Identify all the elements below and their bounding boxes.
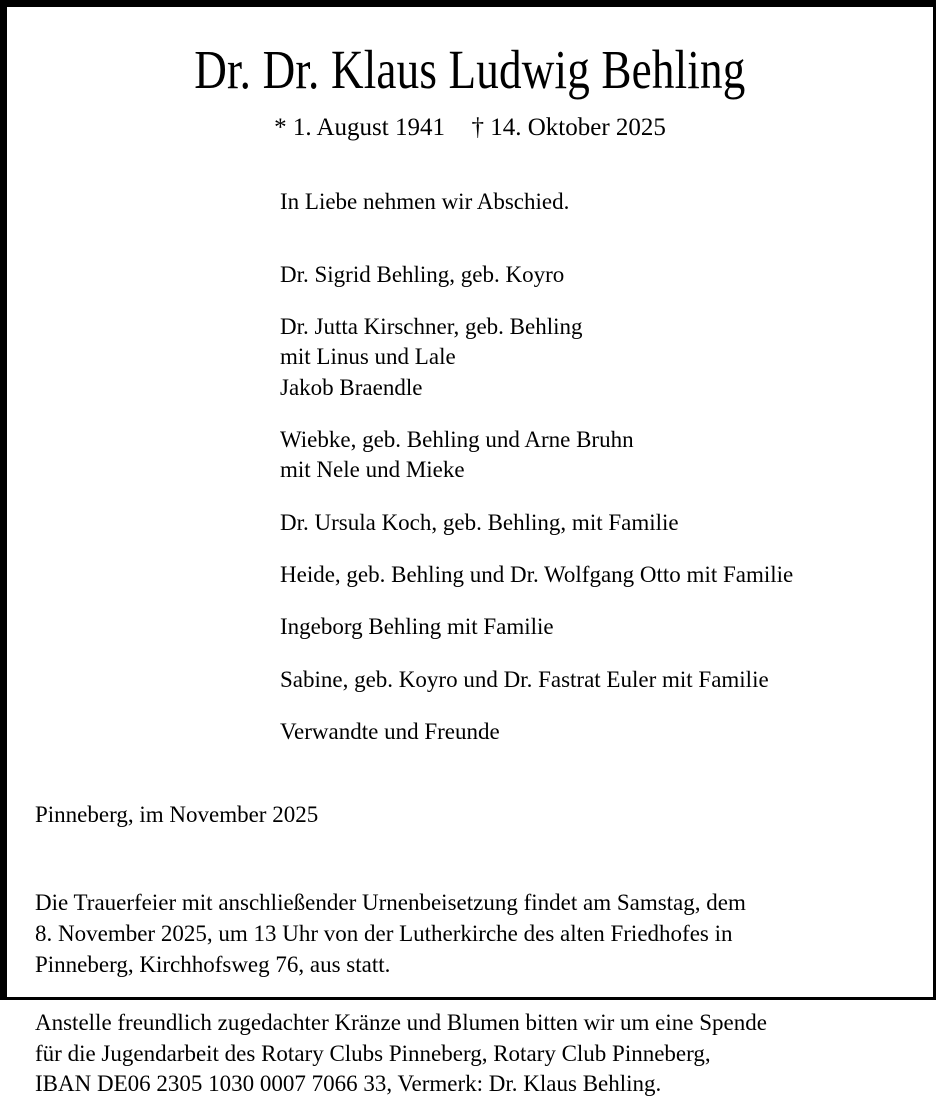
funeral-service-notice	[35, 888, 899, 980]
notice-footer	[7, 800, 933, 1099]
mourner-line: mit Linus und Lale	[280, 344, 456, 370]
notice-content	[7, 7, 933, 1097]
mourner-line: Wiebke, geb. Behling und Arne Bruhn	[280, 426, 634, 452]
mourning-frame-top	[0, 0, 936, 7]
info-line: Die Trauerfeier mit anschließender Urnenbeisetzung findet am Samstag, dem	[35, 890, 746, 916]
deceased-name: Dr. Dr. Klaus Ludwig Behling	[194, 39, 746, 100]
mourner-group	[280, 560, 893, 590]
info-line: Pinneberg, Kirchhofsweg 76, aus statt.	[35, 951, 391, 977]
mourner-line: Heide, geb. Behling und Dr. Wolfgang Otto mit Familie	[280, 562, 794, 588]
mourner-line: Sabine, geb. Koyro und Dr. Fastrat Euler mit Familie	[280, 666, 769, 692]
farewell-line: In Liebe nehmen wir Abschied.	[280, 188, 570, 214]
mourner-group	[280, 312, 893, 403]
mourning-frame-left	[0, 0, 7, 1000]
mourner-group	[280, 260, 893, 290]
mourner-line: Dr. Ursula Koch, geb. Behling, mit Familie	[280, 509, 679, 535]
birth-date: 1. August 1941	[292, 113, 445, 141]
mourner-line: mit Nele und Mieke	[280, 457, 465, 483]
mourner-group	[280, 612, 893, 642]
mourner-group	[280, 717, 893, 747]
notice-header	[7, 7, 933, 143]
birth-symbol-icon: *	[274, 113, 287, 141]
mourner-line: Verwandte und Freunde	[280, 719, 500, 745]
death-symbol-icon: †	[471, 113, 484, 141]
donation-notice	[35, 1008, 899, 1100]
family-block	[7, 188, 933, 748]
mourner-group	[280, 508, 893, 538]
info-line-iban: IBAN DE06 2305 1030 0007 7066 33, Vermerk: Dr. Klaus Behling.	[35, 1071, 662, 1097]
info-line: für die Jugendarbeit des Rotary Clubs Pinneberg, Rotary Club Pinneberg,	[35, 1040, 711, 1066]
mourner-line: Jakob Braendle	[280, 374, 423, 400]
info-line: 8. November 2025, um 13 Uhr von der Lutherkirche des alten Friedhofes in	[35, 920, 733, 946]
mourner-line: Dr. Jutta Kirschner, geb. Behling	[280, 313, 583, 339]
mourner-line: Ingeborg Behling mit Familie	[280, 614, 554, 640]
mourner-group	[280, 665, 893, 695]
mourner-group	[280, 425, 893, 486]
place-and-date: Pinneberg, im November 2025	[35, 802, 319, 828]
life-dates	[7, 99, 933, 143]
info-line: Anstelle freundlich zugedachter Kränze und Blumen bitten wir um eine Spende	[35, 1010, 767, 1036]
death-date: 14. Oktober 2025	[490, 113, 666, 141]
mourner-line: Dr. Sigrid Behling, geb. Koyro	[280, 261, 565, 287]
